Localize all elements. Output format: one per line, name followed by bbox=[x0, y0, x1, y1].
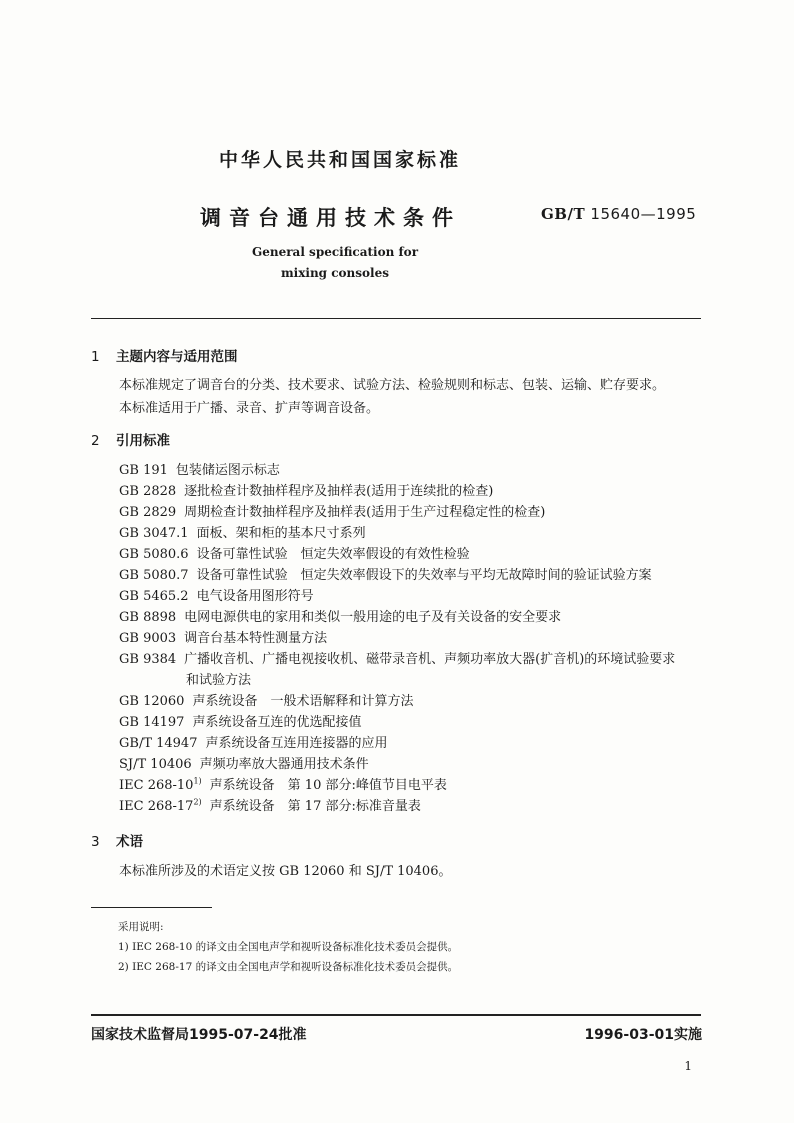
reference-item bbox=[119, 774, 447, 793]
reference-title: 调音台基本特性测量方法 bbox=[184, 631, 328, 646]
footnote-marker: 1) bbox=[193, 776, 202, 786]
reference-code: GB 9003 bbox=[119, 631, 177, 646]
reference-title: 电气设备用图形符号 bbox=[196, 589, 314, 604]
standard-code bbox=[541, 205, 696, 223]
reference-item bbox=[119, 648, 675, 667]
reference-code: GB/T 14947 bbox=[119, 736, 198, 751]
reference-title: 包装储运图示标志 bbox=[175, 463, 280, 478]
reference-title: 面板、架和柜的基本尺寸系列 bbox=[196, 526, 366, 541]
footnote-marker: 2) bbox=[193, 797, 202, 807]
reference-title: 设备可靠性试验 恒定失效率假设下的失效率与平均无故障时间的验证试验方案 bbox=[196, 568, 652, 583]
reference-item bbox=[119, 522, 366, 541]
reference-item bbox=[119, 606, 561, 625]
section-1-title: 主题内容与适用范围 bbox=[116, 349, 238, 365]
section-1-paragraph: 本标准适用于广播、录音、扩声等调音设备。 bbox=[119, 401, 380, 416]
reference-title: 声频功率放大器通用技术条件 bbox=[199, 757, 369, 772]
reference-item bbox=[119, 459, 280, 478]
footnote-heading: 采用说明: bbox=[118, 921, 164, 933]
reference-title: 逐批检查计数抽样程序及抽样表(适用于连续批的检查) bbox=[184, 484, 494, 499]
header-rule bbox=[91, 318, 701, 319]
section-3-paragraph: 本标准所涉及的术语定义按 GB 12060 和 SJ/T 10406。 bbox=[119, 864, 452, 879]
reference-title: 电网电源供电的家用和类似一般用途的电子及有关设备的安全要求 bbox=[184, 610, 562, 625]
reference-item bbox=[119, 480, 493, 499]
reference-item bbox=[119, 627, 327, 646]
section-1-heading bbox=[91, 345, 238, 365]
reference-title: 设备可靠性试验 恒定失效率假设的有效性检验 bbox=[196, 547, 470, 562]
reference-item bbox=[119, 564, 652, 583]
reference-item bbox=[119, 585, 314, 604]
reference-code-text: IEC 268-17 bbox=[119, 799, 194, 814]
reference-code: GB 8898 bbox=[119, 610, 177, 625]
section-2-number: 2 bbox=[91, 433, 100, 449]
reference-title: 周期检查计数抽样程序及抽样表(适用于生产过程稳定性的检查) bbox=[184, 505, 546, 520]
reference-item bbox=[119, 543, 470, 562]
reference-code: GB 9384 bbox=[119, 652, 177, 667]
section-3-title: 术语 bbox=[116, 834, 143, 850]
reference-code: GB 2828 bbox=[119, 484, 177, 499]
reference-title: 声系统设备互连用连接器的应用 bbox=[205, 736, 388, 751]
reference-item bbox=[119, 795, 421, 814]
reference-code: GB 5080.6 bbox=[119, 547, 189, 562]
section-2-heading bbox=[91, 429, 170, 449]
reference-item bbox=[119, 690, 413, 709]
section-3-heading bbox=[91, 830, 143, 850]
reference-title: 声系统设备互连的优选配接值 bbox=[192, 715, 362, 730]
standard-code-prefix: GB/T bbox=[541, 205, 586, 223]
approval-date: 国家技术监督局1995-07-24批准 bbox=[91, 1027, 307, 1043]
reference-code: GB 5080.7 bbox=[119, 568, 189, 583]
reference-title: 广播收音机、广播电视接收机、磁带录音机、声频功率放大器(扩音机)的环境试验要求 bbox=[184, 652, 676, 667]
reference-code: GB 5465.2 bbox=[119, 589, 189, 604]
section-1-paragraph: 本标准规定了调音台的分类、技术要求、试验方法、检验规则和标志、包装、运输、贮存要求。 bbox=[119, 378, 666, 393]
reference-title: 声系统设备 第 10 部分:峰值节目电平表 bbox=[209, 778, 447, 793]
reference-code: GB 2829 bbox=[119, 505, 177, 520]
reference-title: 声系统设备 一般术语解释和计算方法 bbox=[192, 694, 414, 709]
english-title-line-2: mixing consoles bbox=[280, 266, 389, 280]
reference-code bbox=[119, 799, 202, 814]
national-standard-heading: 中华人民共和国国家标准 bbox=[218, 149, 461, 171]
footnote-rule bbox=[91, 907, 212, 908]
reference-code-text: IEC 268-10 bbox=[119, 778, 194, 793]
document-title: 调音台通用技术条件 bbox=[200, 206, 461, 230]
reference-item bbox=[119, 711, 361, 730]
reference-item bbox=[119, 753, 369, 772]
reference-code: GB 3047.1 bbox=[119, 526, 189, 541]
reference-item bbox=[119, 732, 388, 751]
section-1-number: 1 bbox=[91, 349, 100, 365]
reference-code: GB 12060 bbox=[119, 694, 185, 709]
footnote-item: 1) IEC 268-10 的译文由全国电声学和视听设备标准化技术委员会提供。 bbox=[118, 941, 459, 953]
reference-code: GB 14197 bbox=[119, 715, 185, 730]
footer-rule bbox=[91, 1014, 701, 1016]
reference-code: SJ/T 10406 bbox=[119, 757, 192, 772]
reference-title: 声系统设备 第 17 部分:标准音量表 bbox=[209, 799, 421, 814]
footnote-item: 2) IEC 268-17 的译文由全国电声学和视听设备标准化技术委员会提供。 bbox=[118, 961, 459, 973]
reference-code: GB 191 bbox=[119, 463, 168, 478]
section-3-number: 3 bbox=[91, 834, 100, 850]
reference-code bbox=[119, 778, 202, 793]
english-title-line-1: General specification for bbox=[251, 245, 419, 259]
page-number: 1 bbox=[684, 1059, 692, 1073]
reference-item-continuation: 和试验方法 bbox=[186, 673, 252, 688]
section-2-title: 引用标准 bbox=[116, 433, 170, 449]
reference-item bbox=[119, 501, 545, 520]
effective-date: 1996-03-01实施 bbox=[584, 1027, 702, 1043]
standard-code-number: 15640—1995 bbox=[590, 205, 697, 223]
